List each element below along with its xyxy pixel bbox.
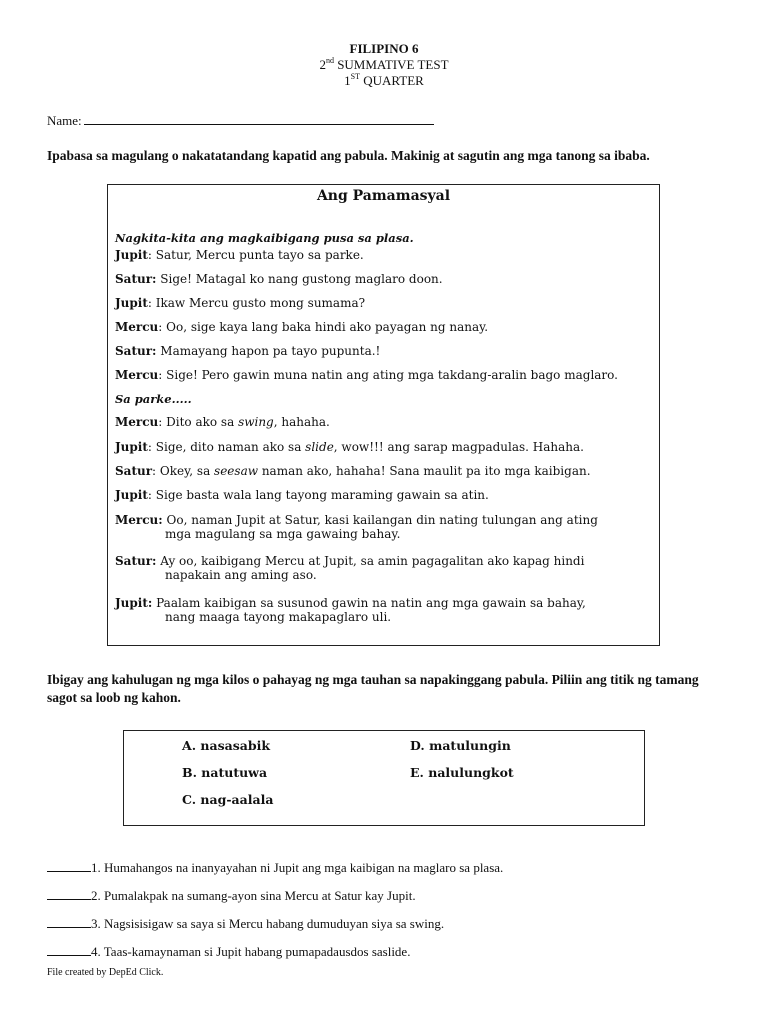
- answer-instruction: Ibigay ang kahulugan ng mga kilos o pahayag ng mga tauhan sa napakinggang pabula. Piliin ang titik ng tamang sagot sa loob ng kahon.: [47, 672, 699, 705]
- speaker: Satur:: [115, 554, 157, 568]
- quarter-ordinal: ST: [350, 72, 360, 81]
- question-text: 2. Pumalakpak na sumang-ayon sina Mercu at Satur kay Jupit.: [91, 888, 416, 903]
- dialogue-text: Mamayang hapon pa tayo pupunta.!: [156, 344, 381, 358]
- question-text: 3. Nagsisisigaw sa saya si Mercu habang dumuduyan siya sa swing.: [91, 916, 445, 931]
- dialogue-line: [115, 272, 443, 286]
- dialogue-line: [115, 596, 586, 624]
- answer-blank[interactable]: [47, 915, 91, 928]
- choice-e: E. nalulungkot: [410, 765, 514, 780]
- dialogue-text: : Satur, Mercu punta tayo sa parke.: [147, 248, 364, 262]
- dialogue-line: [115, 248, 364, 262]
- test-ordinal: nd: [325, 56, 334, 65]
- test-title: [0, 57, 768, 73]
- choice-b: B. natutuwa: [182, 765, 268, 780]
- dialogue-text: : Sige basta wala lang tayong maraming gawain sa atin.: [147, 488, 489, 502]
- dialogue-text: , wow!!! ang sarap magpadulas. Hahaha.: [333, 440, 584, 454]
- speaker: Mercu:: [115, 513, 163, 527]
- story-box: [107, 184, 660, 646]
- question-text: 1. Humahangos na inanyayahan ni Jupit ang mga kaibigan na maglaro sa plasa.: [91, 860, 504, 875]
- speaker: Satur:: [115, 344, 157, 358]
- speaker: Mercu: [115, 415, 159, 429]
- dialogue-line: [115, 320, 488, 334]
- speaker: Jupit: [115, 248, 148, 262]
- dialogue-line: [115, 488, 489, 502]
- question-item: [47, 859, 503, 876]
- scene-parke: Sa parke.....: [115, 392, 192, 406]
- dialogue-text: Ay oo, kaibigang Mercu at Jupit, sa amin pagagalitan ako kapag hindi: [156, 554, 585, 568]
- dialogue-text: , hahaha.: [273, 415, 330, 429]
- speaker: Jupit:: [115, 596, 153, 610]
- question-item: [47, 943, 410, 960]
- dialogue-line: [115, 415, 330, 429]
- story-title: Ang Pamamasyal: [316, 188, 451, 204]
- choice-d: D. matulungin: [410, 738, 511, 753]
- dialogue-line: [115, 554, 584, 582]
- answer-blank[interactable]: [47, 887, 91, 900]
- speaker: Jupit: [115, 296, 148, 310]
- dialogue-continuation: mga magulang sa mga gawaing bahay.: [165, 527, 401, 541]
- answer-blank[interactable]: [47, 859, 91, 872]
- dialogue-text: : Dito ako sa: [158, 415, 239, 429]
- quarter-title: [0, 73, 768, 89]
- reading-instruction: Ipabasa sa magulang o nakatatandang kapatid ang pabula. Makinig at sagutin ang mga tanong sa ibaba.: [47, 148, 650, 163]
- speaker: Satur: [115, 464, 153, 478]
- dialogue-text: : Okey, sa: [152, 464, 215, 478]
- dialogue-line: [115, 344, 380, 358]
- question-text: 4. Taas-kamaynaman si Jupit habang pumapadausdos saslide.: [91, 944, 411, 959]
- question-item: [47, 915, 444, 932]
- speaker: Mercu: [115, 320, 159, 334]
- emphasis: seesaw: [214, 464, 258, 478]
- dialogue-line: [115, 296, 365, 310]
- emphasis: swing: [238, 415, 274, 429]
- emphasis: slide: [305, 440, 334, 454]
- scene-plasa: Nagkita-kita ang magkaibigang pusa sa plasa.: [115, 231, 414, 245]
- dialogue-text: : Sige! Pero gawin muna natin ang ating mga takdang-aralin bago maglaro.: [158, 368, 618, 382]
- dialogue-text: : Ikaw Mercu gusto mong sumama?: [147, 296, 366, 310]
- dialogue-line: [115, 440, 584, 454]
- name-row: [47, 111, 434, 129]
- footer-credit: File created by DepEd Click.: [47, 967, 164, 978]
- dialogue-continuation: napakain ang aming aso.: [165, 568, 317, 582]
- quarter-number: 1: [344, 73, 351, 88]
- question-item: [47, 887, 416, 904]
- speaker: Mercu: [115, 368, 159, 382]
- dialogue-continuation: nang maaga tayong makapaglaro uli.: [165, 610, 392, 624]
- quarter-label: QUARTER: [359, 73, 424, 88]
- name-label: Name:: [47, 113, 82, 128]
- speaker: Jupit: [115, 488, 148, 502]
- subject-title: FILIPINO 6: [349, 41, 419, 56]
- dialogue-text: Paalam kaibigan sa susunod gawin na natin ang mga gawain sa bahay,: [152, 596, 586, 610]
- speaker: Satur:: [115, 272, 157, 286]
- choice-a: A. nasasabik: [182, 738, 271, 753]
- name-blank[interactable]: [84, 111, 434, 125]
- dialogue-line: [115, 464, 591, 478]
- choices-box: [123, 730, 645, 826]
- test-label: SUMMATIVE TEST: [333, 57, 449, 72]
- dialogue-text: naman ako, hahaha! Sana maulit pa ito mga kaibigan.: [258, 464, 591, 478]
- test-number: 2: [319, 57, 326, 72]
- document-header: [0, 41, 768, 89]
- dialogue-text: : Sige, dito naman ako sa: [147, 440, 306, 454]
- answer-blank[interactable]: [47, 943, 91, 956]
- choice-c: C. nag-aalala: [182, 792, 274, 807]
- dialogue-text: : Oo, sige kaya lang baka hindi ako payagan ng nanay.: [158, 320, 489, 334]
- dialogue-line: [115, 513, 598, 541]
- speaker: Jupit: [115, 440, 148, 454]
- dialogue-line: [115, 368, 618, 382]
- dialogue-text: Sige! Matagal ko nang gustong maglaro doon.: [156, 272, 443, 286]
- dialogue-text: Oo, naman Jupit at Satur, kasi kailangan din nating tulungan ang ating: [162, 513, 598, 527]
